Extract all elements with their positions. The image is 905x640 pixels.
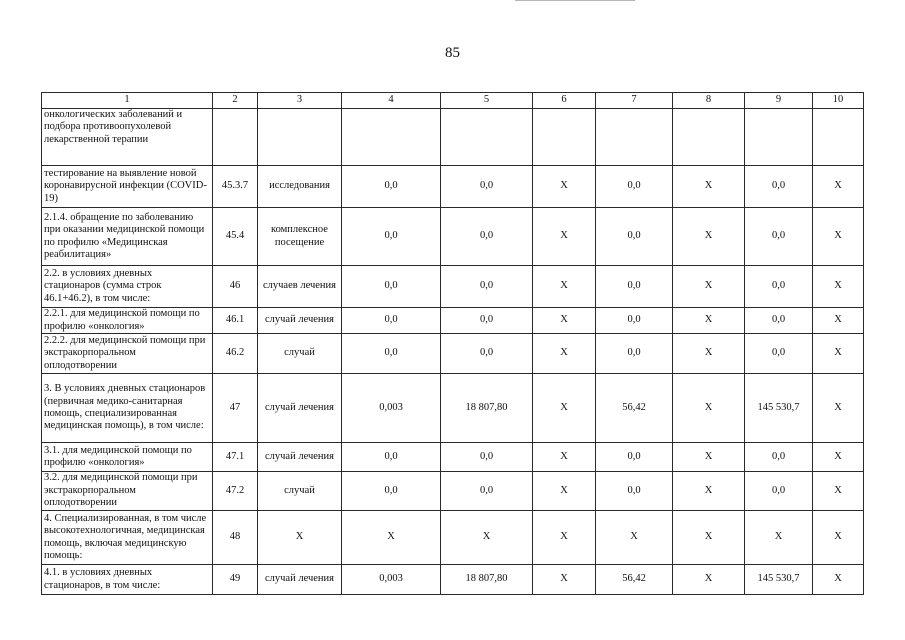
row-label-cell: 2.2.2. для медицинской помощи при экстракорпоральном оплодотворении — [42, 334, 213, 374]
table-cell: 0,0 — [441, 166, 533, 208]
table-cell: Х — [342, 511, 441, 565]
column-header: 9 — [745, 93, 813, 109]
table-cell: Х — [533, 511, 596, 565]
table-cell: 0,003 — [342, 374, 441, 443]
column-header: 10 — [813, 93, 864, 109]
table-cell: 0,0 — [342, 308, 441, 334]
table-cell: Х — [813, 565, 864, 595]
table-cell: Х — [533, 166, 596, 208]
table-cell: случай лечения — [258, 374, 342, 443]
table-row — [42, 166, 864, 208]
table-cell: Х — [745, 511, 813, 565]
header-row — [42, 93, 864, 109]
table-cell: Х — [533, 208, 596, 266]
table-cell: 0,0 — [745, 472, 813, 511]
table-cell: 0,0 — [441, 443, 533, 472]
table-cell: Х — [813, 266, 864, 308]
table-cell: 0,0 — [441, 266, 533, 308]
row-label-cell: 2.2.1. для медицинской помощи по профилю «онкология» — [42, 308, 213, 334]
table-cell: 47 — [213, 374, 258, 443]
table-cell: 46.2 — [213, 334, 258, 374]
table-cell: случаев лечения — [258, 266, 342, 308]
table-row — [42, 266, 864, 308]
table-row — [42, 208, 864, 266]
row-label-cell: 4.1. в условиях дневных стационаров, в том числе: — [42, 565, 213, 595]
table-cell: 0,0 — [745, 334, 813, 374]
table-cell: Х — [673, 308, 745, 334]
table-cell: случай лечения — [258, 565, 342, 595]
table-cell: Х — [673, 334, 745, 374]
table-cell: 45.3.7 — [213, 166, 258, 208]
table-cell: 47.2 — [213, 472, 258, 511]
table-cell: 46.1 — [213, 308, 258, 334]
table-cell: 0,0 — [342, 208, 441, 266]
table-cell — [258, 109, 342, 166]
column-header: 3 — [258, 93, 342, 109]
table-body — [42, 109, 864, 595]
table-cell: Х — [813, 374, 864, 443]
table-cell: 0,0 — [342, 472, 441, 511]
table-cell: Х — [533, 266, 596, 308]
table-cell: 49 — [213, 565, 258, 595]
table-cell: 0,0 — [745, 443, 813, 472]
table-cell: 0,0 — [342, 266, 441, 308]
row-label-cell: 3.2. для медицинской помощи при экстракорпоральном оплодотворении — [42, 472, 213, 511]
table-cell: 145 530,7 — [745, 374, 813, 443]
table-cell: 47.1 — [213, 443, 258, 472]
table-cell: Х — [673, 374, 745, 443]
table-cell: Х — [673, 166, 745, 208]
table-cell: 0,0 — [441, 308, 533, 334]
table-cell: Х — [813, 208, 864, 266]
table-cell: 0,0 — [745, 208, 813, 266]
row-label-cell: онкологических заболеваний и подбора противоопухолевой лекарственной терапии — [42, 109, 213, 166]
table-cell: 0,0 — [596, 166, 673, 208]
table-cell: 0,0 — [342, 334, 441, 374]
table-row — [42, 374, 864, 443]
column-header: 1 — [42, 93, 213, 109]
table-row — [42, 443, 864, 472]
column-header: 5 — [441, 93, 533, 109]
table-cell: 0,0 — [441, 334, 533, 374]
row-label-cell: 2.1.4. обращение по заболеванию при оказании медицинской помощи по профилю «Медицинская реабилитация» — [42, 208, 213, 266]
table-cell: Х — [596, 511, 673, 565]
column-header: 8 — [673, 93, 745, 109]
table-cell — [533, 109, 596, 166]
row-label-cell: тестирование на выявление новой коронавирусной инфекции (COVID-19) — [42, 166, 213, 208]
table-cell: 0,0 — [596, 208, 673, 266]
table-cell: 0,003 — [342, 565, 441, 595]
table-cell: 0,0 — [596, 334, 673, 374]
table-cell: 56,42 — [596, 565, 673, 595]
table-cell: 18 807,80 — [441, 565, 533, 595]
table-row — [42, 472, 864, 511]
table-cell: Х — [673, 472, 745, 511]
table-cell: 56,42 — [596, 374, 673, 443]
table-cell: 0,0 — [596, 443, 673, 472]
table-cell: Х — [813, 443, 864, 472]
table-cell: 0,0 — [441, 472, 533, 511]
table-cell: 0,0 — [745, 308, 813, 334]
table-cell: Х — [533, 374, 596, 443]
table-cell: 0,0 — [596, 472, 673, 511]
data-table — [41, 92, 864, 595]
table-cell: 0,0 — [441, 208, 533, 266]
table-cell: Х — [441, 511, 533, 565]
table-row — [42, 109, 864, 166]
table-cell: 0,0 — [745, 266, 813, 308]
table-cell: 0,0 — [342, 166, 441, 208]
table-cell: Х — [813, 472, 864, 511]
page-number: 85 — [445, 45, 460, 61]
table-cell: Х — [258, 511, 342, 565]
table-cell: 0,0 — [745, 166, 813, 208]
table-cell: Х — [533, 443, 596, 472]
row-label-cell: 3. В условиях дневных стационаров (первичная медико-санитарная помощь, специализированная медицинская помощь), в том числе: — [42, 374, 213, 443]
table-cell: Х — [673, 443, 745, 472]
table-row — [42, 565, 864, 595]
table-cell: Х — [673, 511, 745, 565]
table-cell: случай — [258, 472, 342, 511]
table-cell: Х — [533, 565, 596, 595]
column-header: 6 — [533, 93, 596, 109]
table-cell: Х — [813, 166, 864, 208]
table-cell: Х — [533, 472, 596, 511]
table-cell — [745, 109, 813, 166]
table-cell: случай — [258, 334, 342, 374]
table-cell: 0,0 — [342, 443, 441, 472]
table-cell: 145 530,7 — [745, 565, 813, 595]
table-cell: 45.4 — [213, 208, 258, 266]
table-cell: Х — [813, 308, 864, 334]
table-cell: исследования — [258, 166, 342, 208]
table-row — [42, 308, 864, 334]
table-cell — [673, 109, 745, 166]
row-label-cell: 2.2. в условиях дневных стационаров (сумма строк 46.1+46.2), в том числе: — [42, 266, 213, 308]
row-label-cell: 3.1. для медицинской помощи по профилю «онкология» — [42, 443, 213, 472]
table-cell — [813, 109, 864, 166]
table-cell — [213, 109, 258, 166]
table-cell: Х — [533, 308, 596, 334]
table-row — [42, 334, 864, 374]
table-cell — [441, 109, 533, 166]
table-cell: случай лечения — [258, 308, 342, 334]
column-header: 4 — [342, 93, 441, 109]
row-label-cell: 4. Специализированная, в том числе высокотехнологичная, медицинская помощь, включая медицинскую помощь: — [42, 511, 213, 565]
table-cell: комплексное посещение — [258, 208, 342, 266]
table-cell: Х — [673, 266, 745, 308]
table-cell: 48 — [213, 511, 258, 565]
table-cell: 0,0 — [596, 308, 673, 334]
table-cell: 46 — [213, 266, 258, 308]
table-cell: Х — [673, 208, 745, 266]
table-cell: Х — [673, 565, 745, 595]
table-cell: случай лечения — [258, 443, 342, 472]
table-cell: 0,0 — [596, 266, 673, 308]
table-row — [42, 511, 864, 565]
table-cell — [596, 109, 673, 166]
column-header: 2 — [213, 93, 258, 109]
table-cell: Х — [813, 511, 864, 565]
column-header: 7 — [596, 93, 673, 109]
top-edge-mark — [515, 0, 635, 1]
table-cell: 18 807,80 — [441, 374, 533, 443]
table-cell: Х — [533, 334, 596, 374]
table-cell: Х — [813, 334, 864, 374]
table-cell — [342, 109, 441, 166]
